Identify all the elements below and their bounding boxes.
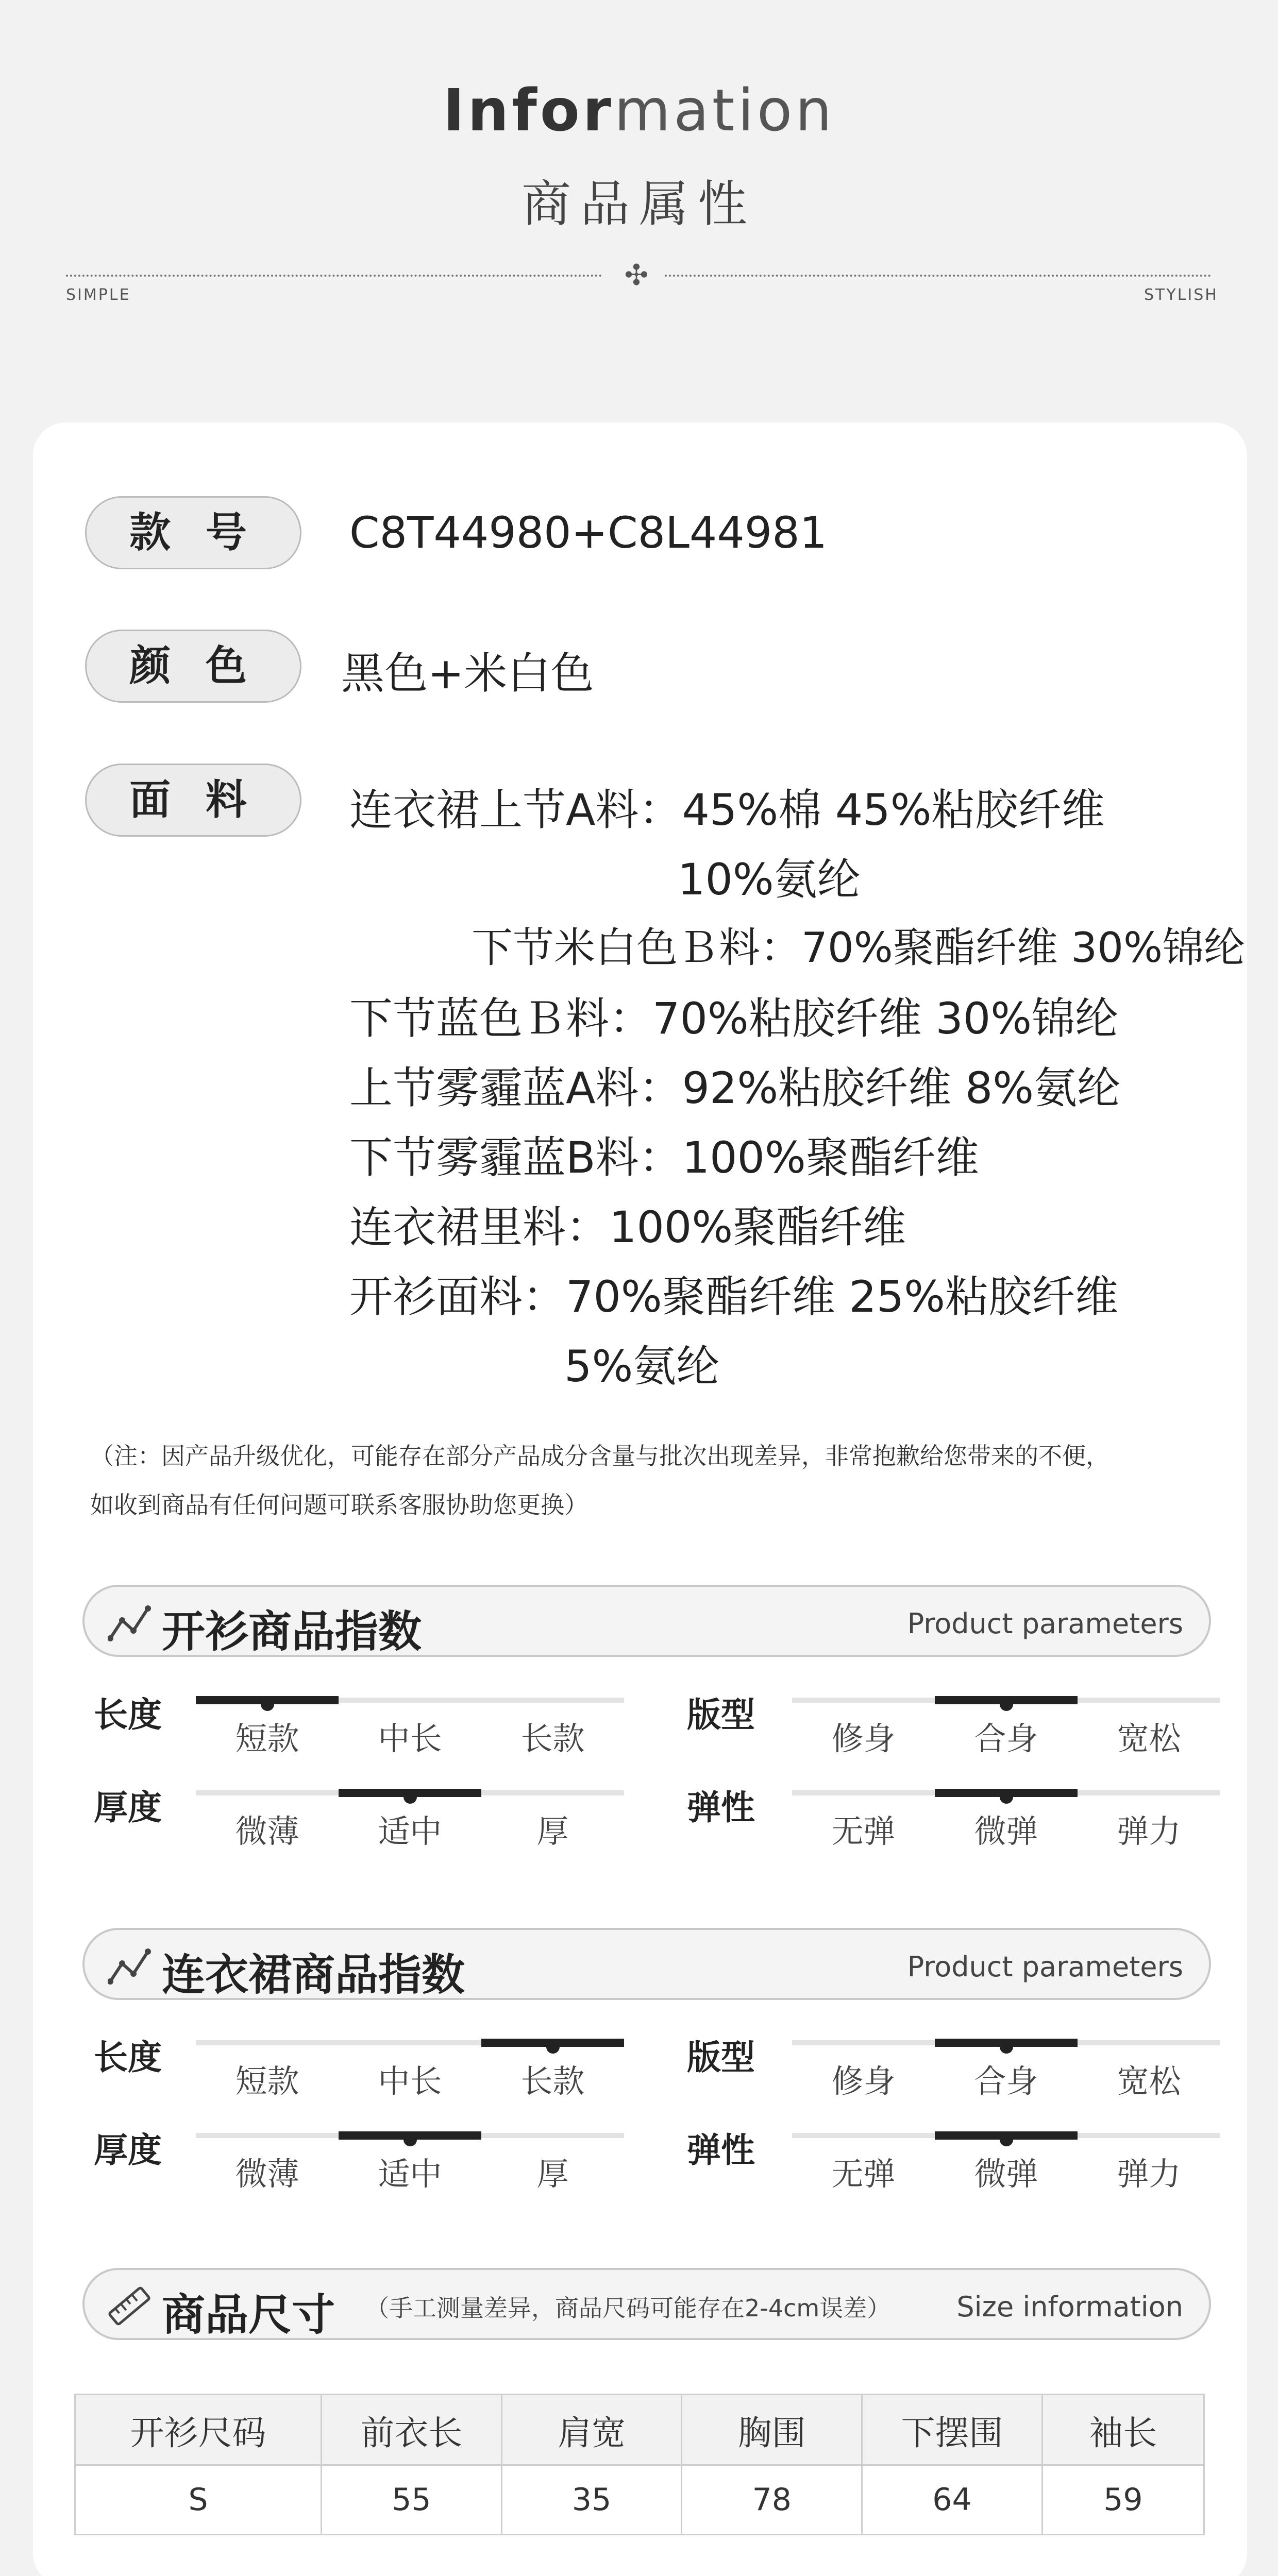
dress-index-header	[82, 1928, 1211, 2000]
dress-index-fit-option: 合身	[974, 2062, 1038, 2100]
fabric-line: 上节雾霾蓝A料：92%粘胶纤维 8%氨纶	[349, 1063, 1121, 1113]
cardigan-index-elasticity-label: 弹性	[687, 1788, 755, 1827]
dress-index-elasticity-label: 弹性	[687, 2130, 755, 2170]
cardigan-index-length-option: 短款	[235, 1720, 299, 1757]
divider-left	[66, 275, 602, 277]
fabric-line: 连衣裙里料：100%聚酯纤维	[349, 1202, 906, 1252]
color-value: 黑色+米白色	[341, 648, 594, 699]
cardigan-index-title: 开衫商品指数	[162, 1606, 422, 1657]
trend-line-icon	[108, 1945, 152, 1987]
table-header-cell: 开衫尺码	[75, 2395, 322, 2465]
fabric-line: 10%氨纶	[678, 854, 861, 905]
cardigan-index-length-option: 长款	[520, 1720, 585, 1757]
table-header-cell: 肩宽	[501, 2395, 682, 2465]
dress-index-thickness-label: 厚度	[94, 2130, 162, 2170]
page-title-en	[0, 77, 1278, 144]
selected-marker	[546, 2040, 560, 2054]
cardigan-index-header	[82, 1585, 1211, 1657]
size-note: （手工测量差异，商品尺码可能存在2-4cm误差）	[365, 2294, 891, 2322]
table-header-cell: 袖长	[1042, 2395, 1204, 2465]
cardigan-index-elasticity-option: 无弹	[831, 1812, 896, 1850]
four-point-cross-icon: ✣	[624, 259, 649, 292]
dress-index-fit-option: 宽松	[1117, 2062, 1181, 2100]
note-line: （注：因产品升级优化，可能存在部分产品成分含量与批次出现差异，非常抱歉给您带来的不便，	[90, 1442, 1109, 1470]
dress-index-elasticity-option: 微弹	[974, 2155, 1038, 2193]
fabric-line: 下节米白色Ｂ料：70%聚酯纤维 30%锦纶	[472, 924, 1246, 972]
cardigan-index-thickness-option: 微薄	[235, 1812, 299, 1850]
divider-right	[665, 275, 1211, 277]
fabric-line: 下节蓝色Ｂ料：70%粘胶纤维 30%锦纶	[349, 993, 1119, 1044]
fabric-line: 开衫面料：70%聚酯纤维 25%粘胶纤维	[349, 1272, 1119, 1322]
selected-marker	[403, 2133, 417, 2146]
style-number-value: C8T44980+C8L44981	[349, 507, 828, 558]
dress-index-elasticity-option: 弹力	[1117, 2155, 1181, 2193]
selected-marker	[1000, 1790, 1013, 1804]
dress-index-thickness-option: 微薄	[235, 2155, 299, 2193]
dress-index-length-option: 长款	[520, 2062, 585, 2100]
dress-index-title: 连衣裙商品指数	[162, 1950, 465, 2000]
cardigan-index-fit-option: 修身	[831, 1720, 896, 1757]
title-bold: Infor	[443, 77, 615, 144]
tag-stylish: STYLISH	[1144, 286, 1218, 304]
cardigan-index-fit-option: 合身	[974, 1720, 1038, 1757]
selected-marker	[1000, 2040, 1013, 2054]
dress-index-length-label: 长度	[94, 2038, 162, 2077]
cardigan-index-thickness-option: 适中	[378, 1812, 442, 1850]
table-header-cell: 下摆围	[862, 2395, 1042, 2465]
ruler-icon	[108, 2285, 152, 2327]
selected-marker	[1000, 1698, 1013, 1711]
dress-index-length-track	[196, 2040, 624, 2045]
table-cell: 35	[501, 2465, 682, 2535]
table-cell: 59	[1042, 2465, 1204, 2535]
table-header-cell: 胸围	[682, 2395, 862, 2465]
cardigan-index-length-option: 中长	[378, 1720, 442, 1757]
table-cell: 78	[682, 2465, 862, 2535]
title-light: mation	[614, 77, 835, 144]
cardigan-index-thickness-label: 厚度	[94, 1788, 162, 1827]
cardigan-index-fit-option: 宽松	[1117, 1720, 1181, 1757]
dress-index-fit-track	[792, 2040, 1220, 2045]
dress-index-fit-label: 版型	[687, 2038, 755, 2077]
dress-index-subtitle: Product parameters	[907, 1951, 1183, 1983]
size-table	[74, 2394, 1205, 2535]
size-subtitle: Size information	[956, 2291, 1183, 2323]
fabric-label: 面 料	[85, 764, 301, 837]
dress-index-fit-option: 修身	[831, 2062, 896, 2100]
fabric-line: 连衣裙上节A料：45%棉 45%粘胶纤维	[349, 785, 1105, 835]
dress-index-thickness-track	[196, 2133, 624, 2138]
dress-index-length-option: 短款	[235, 2062, 299, 2100]
color-label: 颜 色	[85, 630, 301, 703]
dress-index-elasticity-track	[792, 2133, 1220, 2138]
dress-index-length-option: 中长	[378, 2062, 442, 2100]
dress-index-thickness-option: 厚	[536, 2155, 569, 2193]
cardigan-index-length-track	[196, 1698, 624, 1703]
cardigan-index-length-label: 长度	[94, 1695, 162, 1735]
style-number-label: 款 号	[85, 496, 301, 569]
cardigan-index-elasticity-track	[792, 1790, 1220, 1795]
cardigan-index-thickness-option: 厚	[536, 1812, 569, 1850]
cardigan-index-fit-track	[792, 1698, 1220, 1703]
cardigan-index-subtitle: Product parameters	[907, 1607, 1183, 1640]
table-header-cell: 前衣长	[322, 2395, 502, 2465]
tag-simple: SIMPLE	[66, 286, 131, 304]
fabric-line: 5%氨纶	[564, 1341, 720, 1392]
cardigan-index-fit-label: 版型	[687, 1695, 755, 1735]
table-cell: S	[75, 2465, 322, 2535]
selected-marker	[1000, 2133, 1013, 2146]
table-row	[75, 2465, 1204, 2535]
table-cell: 64	[862, 2465, 1042, 2535]
cardigan-index-elasticity-option: 微弹	[974, 1812, 1038, 1850]
size-title: 商品尺寸	[162, 2290, 335, 2340]
trend-line-icon	[108, 1602, 152, 1643]
page-title-cn: 商品属性	[522, 175, 756, 233]
table-cell: 55	[322, 2465, 502, 2535]
cardigan-index-thickness-track	[196, 1790, 624, 1795]
dress-index-thickness-option: 适中	[378, 2155, 442, 2193]
cardigan-index-elasticity-option: 弹力	[1117, 1812, 1181, 1850]
size-header	[82, 2268, 1211, 2340]
table-header-row	[75, 2395, 1204, 2465]
dress-index-elasticity-option: 无弹	[831, 2155, 896, 2193]
fabric-line: 下节雾霾蓝B料：100%聚酯纤维	[349, 1132, 979, 1183]
selected-marker	[261, 1698, 274, 1711]
note-line: 如收到商品有任何问题可联系客服协助您更换）	[90, 1491, 588, 1519]
selected-marker	[403, 1790, 417, 1804]
